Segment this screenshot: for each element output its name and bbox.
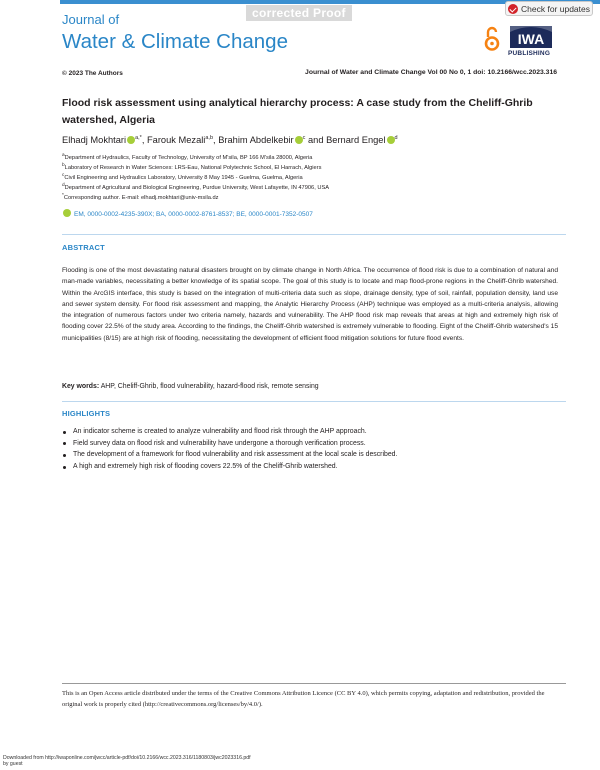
affiliation-list [62,152,329,202]
orcid-ids[interactable]: EM, 0000-0002-4235-390X; BA, 0000-0002-8761-8537; BE, 0000-0001-7352-0507 [74,211,313,218]
check-for-updates-button[interactable] [505,1,593,16]
affiliation-item: $^d$Department of Agricultural and Biological Engineering, Purdue University, West Lafayette, IN 47906, USA [62,183,330,192]
author-name: Elhadj Mokhtari [62,135,127,146]
author-affiliation-mark: a,* [135,135,142,141]
abstract-heading: ABSTRACT [62,243,105,252]
highlights-heading: HIGHLIGHTS [62,409,111,418]
author-name: Brahim Abdelkebir [218,135,294,146]
open-access-icon [484,26,500,52]
divider [62,401,566,402]
copyright-line: © 2023 The Authors [62,70,123,77]
orcid-icon[interactable] [295,136,303,144]
journal-of-label: Journal of [62,12,120,27]
affiliation-item: *Corresponding author. E-mail: elhadj.mokhtari@univ-msila.dz [62,193,219,202]
journal-title: Water & Climate Change [62,30,288,53]
orcid-links[interactable] [62,209,313,218]
highlights-list [62,426,397,473]
check-for-updates-label: Check for updates [521,3,590,14]
corrected-proof-label: corrected Proof [246,5,352,21]
footer-rule [62,683,566,684]
keywords-line [62,383,319,390]
paper-title: Flood risk assessment using analytical hierarchy process: A case study from the Cheliff-Ghrib watershed, Algeria [62,97,533,126]
list-item: The development of a framework for flood vulnerability and risk assessment at the local scale is described. [62,449,397,461]
citation-line: Journal of Water and Climate Change Vol 00 No 0, 1 doi: 10.2166/wcc.2023.316 [305,69,557,76]
crossmark-icon [508,4,518,14]
list-item: A high and extremely high risk of flooding covers 22.5% of the Cheliff-Ghrib watershed. [62,461,397,473]
publisher-name: PUBLISHING [508,50,551,57]
orcid-icon[interactable] [387,136,395,144]
abstract-text: Flooding is one of the most devastating natural disasters brought on by climate change in North Africa. The occurrence of flood risk is due to a combination of natural and man-made variables, necessitating a better knowledge of its spatial scope. The goal of this study is to locate and map flood-prone regions in the Cheliff-Ghrib watershed. Within the ArcGIS interface, this study is based on the integration of multi-criteria data such as slope, drainage density, type of soil, rainfall, population density, land use and sewer system density. For flood risk assessment and mapping, the Analytic Hierarchy Process (AHP) technique was employed as a multi-criteria analysis, allowing the integration of numerous factors under two criteria namely, hazards and vulnerability. The AHP flood risk map reveals that areas at high and extremely high risk of flooding cover 22.5% of the study area. According to the findings, the Cheliff-Ghrib watershed is extremely vulnerable to flooding. Eight of the Cheliff-Ghrib watershed's 15 municipalities (8/15) are at high risk of flooding, necessitating the development of efficient flood mitigation solutions for future flood events. [62,267,558,342]
author-affiliation-mark: d [394,135,398,141]
affiliation-item: $^a$Department of Hydraulics, Faculty of Technology, University of M'sila, BP 166 M'sila 28000, Algeria [62,153,313,161]
download-watermark: Downloaded from http://iwaponline.com/jwcc/article-pdf/doi/10.2166/wcc.2023.316/1180803/jwc2023316.pdf by guest [3,755,251,767]
orcid-icon[interactable] [127,136,135,144]
license-note: This is an Open Access article distributed under the terms of the Creative Commons Attribution Licence (CC BY 4.0), which permits copying, adaptation and redistribution, provided the original work is properly cited (http://creativecommons.org/licenses/by/4.0/). [62,690,545,709]
list-item: Field survey data on flood risk and vulnerability have undergone a thorough verification process. [62,438,397,450]
author-affiliation-mark: a,b [205,135,214,141]
affiliation-item: $^c$Civil Engineering and Hydraulics Laboratory, University 8 May 1945 - Guelma, Guelma, Algeria [62,173,303,182]
keywords-text: AHP, Cheliff-Ghrib, flood vulnerability, hazard-flood risk, remote sensing [100,383,319,390]
author-affiliation-mark: c [302,135,306,141]
author-name: Bernard Engel [326,135,386,146]
author-name: Farouk Mezali [146,135,206,146]
orcid-icon [63,209,71,217]
list-item: An indicator scheme is created to analyze vulnerability and flood risk through the AHP approach. [62,426,397,438]
affiliation-item: $^b$Laboratory of Research in Water Sciences: LRS-Eau, National Polytechnic School, El Harrach, Algiers [62,163,322,171]
divider [62,234,566,235]
iwa-logo-text: IWA [517,31,545,47]
author-list: Elhadj Mokhtari $^{a,*}$, Farouk Mezali$^{a,b}$, Brahim Abdelkebir $^c$ and Bernard Engel $^d$ [62,135,398,146]
keywords-label: Key words: [62,383,100,390]
